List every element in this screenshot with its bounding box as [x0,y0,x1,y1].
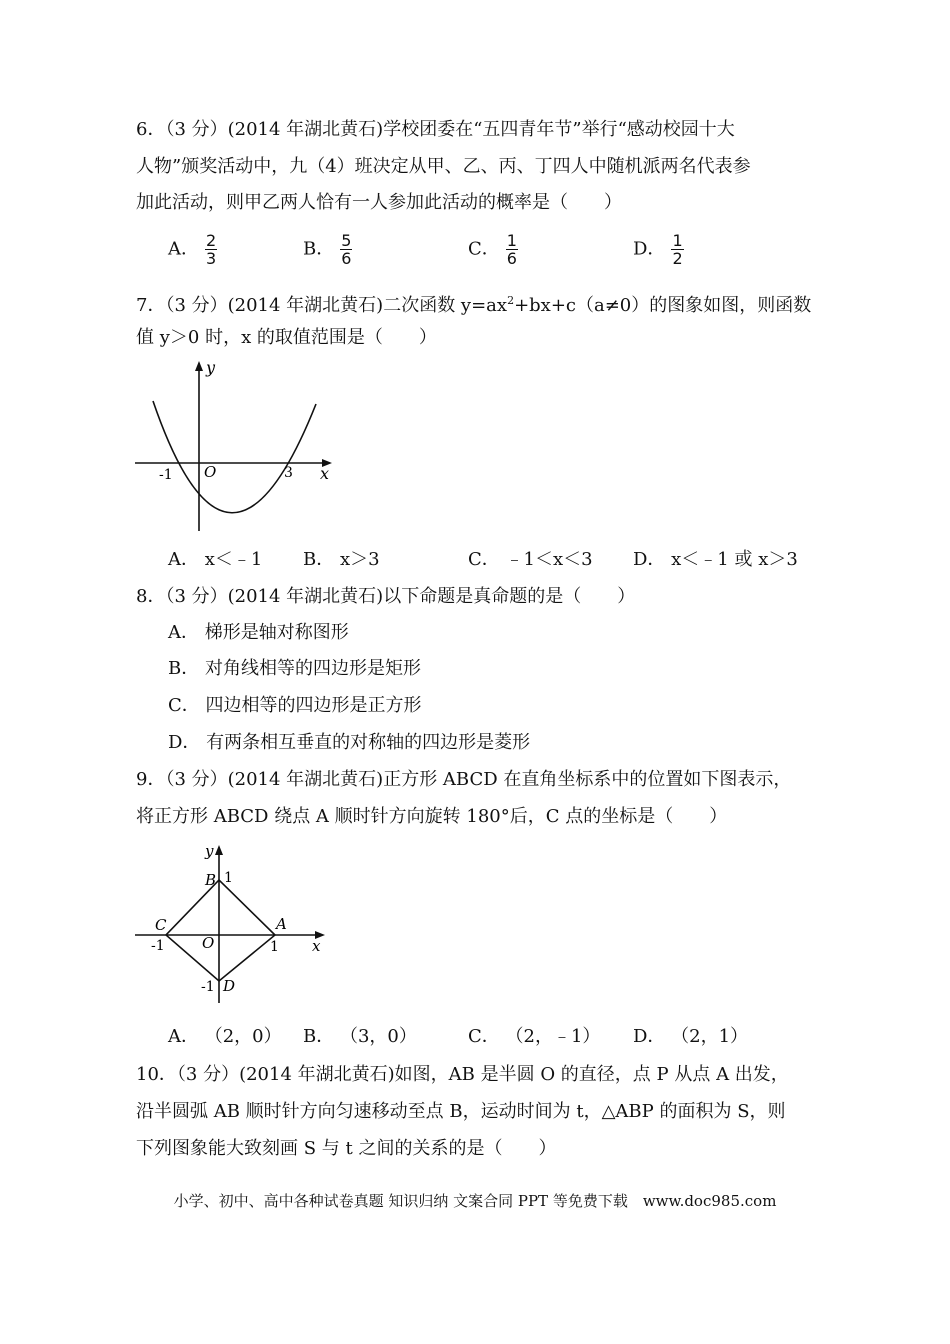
q6-option-c [468,232,518,267]
q7-option-c: C． ﹣1＜x＜3 [468,549,593,570]
point-c-label: C [155,916,167,934]
q6-line-3: 加此活动，则甲乙两人恰有一人参加此活动的概率是（ ） [136,192,622,213]
origin-label: O [204,463,217,481]
q9-line-1: 9．（3 分）(2014 年湖北黄石)正方形 ABCD 在直角坐标系中的位置如下图表示， [136,769,792,790]
fraction: $\frac{1}{2}$ [672,231,683,268]
fraction: $\frac{5}{6}$ [341,231,352,268]
q6-option-a [168,232,217,267]
q6-line-2: 人物”颁奖活动中，九（4）班决定从甲、乙、丙、丁四人中随机派两名代表参 [136,156,751,177]
option-label: D． [633,238,666,260]
parabola-graph [130,358,345,538]
q7-line-2: 值 y＞0 时，x 的取值范围是（ ） [136,327,437,348]
q8-option-b: B． 对角线相等的四边形是矩形 [168,658,421,679]
page-footer: 小学、初中、高中各种试卷真题 知识归纳 文案合同 PPT 等免费下载 www.doc985.com [173,1192,777,1210]
square-graph [130,838,340,1010]
x-axis-label: x [320,464,330,483]
x-axis-label: x [312,937,321,955]
q10-line-2: 沿半圆弧 AB 顺时针方向匀速移动至点 B，运动时间为 t，△ABP 的面积为 S，则 [136,1101,786,1122]
q6-option-b [303,232,352,267]
parabola-curve [153,401,316,513]
q6-line-1: 6．（3 分）(2014 年湖北黄石)学校团委在“五四青年节”举行“感动校园十大 [136,119,735,140]
q7-option-a: A． x＜﹣1 [168,549,263,570]
y-axis-label: y [206,358,216,377]
tick-one-top: 1 [224,870,233,886]
q10-line-1: 10．（3 分）(2014 年湖北黄石)如图，AB 是半圆 O 的直径，点 P 从点 A 出发， [136,1064,789,1085]
three-label: 3 [284,465,293,481]
q9-option-b: B． （3，0） [303,1026,417,1047]
y-arrow-icon [195,361,203,371]
q8-option-a: A． 梯形是轴对称图形 [168,622,349,643]
q8-line-1: 8．（3 分）(2014 年湖北黄石)以下命题是真命题的是（ ） [136,586,636,607]
option-label: B． [303,238,335,260]
q8-option-d: D． 有两条相互垂直的对称轴的四边形是菱形 [168,732,531,753]
option-label: C． [468,238,500,260]
q9-option-a: A． （2，0） [168,1026,282,1047]
option-label: A． [168,238,199,260]
q7-option-b: B． x＞3 [303,549,380,570]
q9-option-c: C． （2，﹣1） [468,1026,601,1047]
square-abcd [166,880,275,981]
q8-option-c: C． 四边相等的四边形是正方形 [168,695,422,716]
tick-one-right: 1 [270,939,279,955]
q9-option-d: D． （2，1） [633,1026,749,1047]
q6-option-d [633,232,684,267]
fraction: $\frac{1}{6}$ [506,231,517,268]
tick-neg-one-left: -1 [151,938,165,954]
point-b-label: B [205,871,217,889]
neg-one-label: -1 [159,467,173,483]
tick-neg-one-bottom: -1 [201,979,215,995]
y-axis-label: y [205,842,214,860]
point-a-label: A [276,915,287,933]
q10-line-3: 下列图象能大致刻画 S 与 t 之间的关系的是（ ） [136,1138,557,1159]
fraction: $\frac{2}{3}$ [206,231,217,268]
q7-option-d: D． x＜﹣1 或 x＞3 [633,549,798,570]
origin-label: O [202,934,215,952]
point-d-label: D [223,977,236,995]
q7-line-1: 7．（3 分）(2014 年湖北黄石)二次函数 $y=ax^2+bx+c(a\ne 0)$的图象如图，则函数 [136,294,812,316]
q9-line-2: 将正方形 ABCD 绕点 A 顺时针方向旋转 180°后，C 点的坐标是（ ） [136,806,728,827]
y-arrow-icon [215,845,223,855]
